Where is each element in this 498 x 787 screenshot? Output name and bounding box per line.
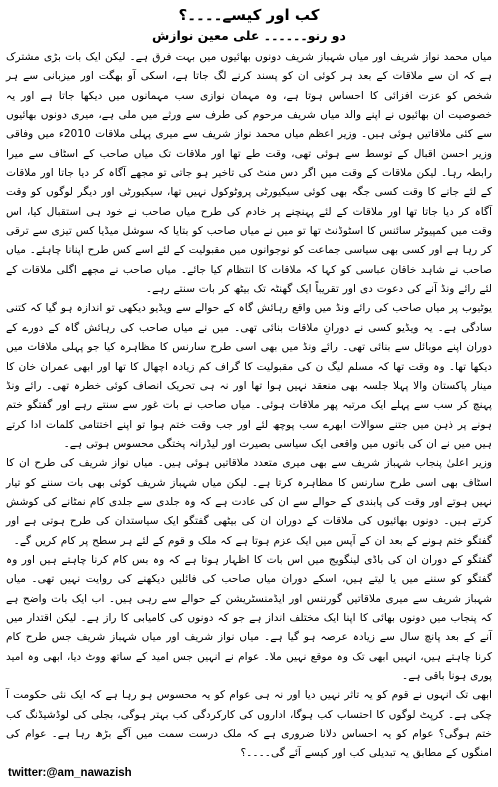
twitter-handle: twitter:@am_nawazish: [8, 767, 132, 779]
article-title: کب اور کیسے۔۔۔۔؟: [178, 6, 320, 24]
article-paragraph: گفتگو کے دوران ان کی باڈی لینگویج میں اس بات کا اظہار ہوتا ہے کہ وہ بس کام کرنا چاہتے ہیں اور وہ گفتگو کو سننے میں یا لیتے ہیں، اسکے دوران میاں صاحب کی فائلیں دیکھنے کی روایت نہیں تھی۔ میاں شہباز شریف سے میری ملاقاتیں گورننس اور ایڈمنسٹریشن کے حوالے سے رہی ہیں۔ اب ایک بات واضح ہے کہ پنجاب میں دونوں بھائی کا اپنا ایک مختلف انداز ہے جو کہ دونوں کی کامیابی کا راز ہے۔ لیکن اقتدار میں آنے کے بعد پانچ سال سے زیادہ عرصہ ہو گیا ہے۔ میاں نواز شریف اور میاں شہباز شریف جس طرح کام کرنا چاہتے ہیں، انہیں ابھی تک وہ موقع نہیں ملا۔ عوام نے انہیں جس امید کے ساتھ ووٹ دیا، ابھی وہ امید پوری ہونا باقی ہے۔: [6, 553, 492, 682]
article-paragraph: میاں محمد نواز شریف اور میاں شہباز شریف دونوں بھائیوں میں بہت فرق ہے۔ لیکن ایک بات بڑی مشترک ہے کہ ان سے ملاقات کے بعد ہر کوئی ان کو پسند کرنے لگ جاتا ہے، اسکی آو بھگت اور میزبانی سے ہر شخص کو عزت افزائی کا احساس ہوتا ہے، وہ مہمان نوازی سب مہمانوں میں دیکھا جاتا ہے اور یہ خصوصیت ان بھائیوں نے اپنے والد میاں شریف مرحوم کی طرف سے ورثے میں ملی ہے، میری دونوں بھائیوں سے کئی ملاقاتیں ہوئی ہیں۔ وزیر اعظم میاں محمد نواز شریف سے میری پہلی ملاقات 2010ء میں وفاقی وزیر احسن اقبال کے توسط سے ہوئی تھی، وقت طے تھا اور ملاقات تک میاں صاحب کے اسٹاف سے میرا رابطہ رہا۔ لیکن ملاقات کے وقت میں اگر دس منٹ کی تاخیر ہو جاتی تو مجھے آگاہ کر دیا جاتا اور ملاقات کے لئے جانے کا وقت کسی جگہ بھی کوئی سیکیورٹی پروٹوکول نہیں تھا، سیکیورٹی اور دیگر لوگوں کو وقت آگاہ کر دیا جاتا تھا اور ملاقات کے لئے پہنچنے پر خادم کی طرح میاں صاحب نے خود ہی استقبال کیا، اس وقت میں کمپیوٹر سائنس کا اسٹوڈنٹ تھا تو میں نے میاں صاحب کو بتایا کہ سوشل میڈیا کس تیزی سے ترقی کر رہا ہے اور کسی بھی سیاسی جماعت کو نوجوانوں میں مقبولیت کے لئے اسے کس طرح اپنانا چاہئے۔ میاں صاحب نے شاہد خاقان عباسی کو کہا کہ ملاقات کا انتظام کیا جائے۔ میاں صاحب نے مجھے اگلی ملاقات کے لئے رائے ونڈ آنے کی دعوت دی اور تقریباً ایک گھنٹہ تک بیٹھ کر بات سنتے رہے۔: [6, 51, 492, 296]
article-paragraph: یوٹیوب پر میاں صاحب کی رائے ونڈ میں واقع رہائش گاہ کے حوالے سے ویڈیو دیکھی تو اندازہ ہو گیا کہ کتنی سادگی ہے۔ یہ ویڈیو کسی نے دورانِ ملاقات بنائی تھی۔ میں نے میاں صاحب کی رہائش گاہ کے دورے کے دوران اپنے موبائل سے بنائی تھی۔ رائے ونڈ میں بھی اسی طرح سارنس کا مظاہرہ کیا جو پہلی ملاقات میں دیکھا تھا۔ وہ وقت تھا کہ مسلم لیگ ن کی مقبولیت کا گراف کم زیادہ اچھال کا تھا اور ابھی عمران خان کا مینار پاکستان والا پہلا جلسہ بھی منعقد نہیں ہوا تھا اور نہ ہی تحریک انصاف کوئی خطرہ تھی۔ رائے ونڈ پہنچ کر سب سے پہلے ایک مرتبہ پھر ملاقات ہوئی۔ میاں صاحب نے بات غور سے سنتے رہے اور گفتگو ختم ہونے پر ذہن میں جتنے سوالات ابھرے سب پوچھ لئے اور جب وقت ختم ہوا تو اپنے اختتامی کلمات ادا کرتے ہیں میں نے ان کی باتوں میں واقعی ایک سیاسی بصیرت اور لیڈرانہ پختگی محسوس ہوتی ہے۔: [6, 302, 492, 450]
article-body: [6, 48, 492, 764]
article-byline: دو رنو۔۔۔۔۔۔ علی معین نوازش: [152, 28, 346, 43]
article-paragraph: وزیر اعلیٰ پنجاب شہباز شریف سے بھی میری متعدد ملاقاتیں ہوئی ہیں۔ میاں نواز شریف کی طرح ان کا اسٹاف بھی اسی طرح سارنس کا مظاہرہ کرتا ہے۔ لیکن میاں شہباز شریف کوئی بھی بات سننے کو تیار نہیں ہوتے اور وقت کی پابندی کے حوالے سے ان کی عادت ہے کہ وہ جلدی سے جلدی کام نمٹانے کی کوشش کرتے ہیں۔ دونوں بھائیوں کی ملاقات کے دوران ان کی بیٹھی گفتگو ایک سیاستدان کی طرح ہوتی ہے اور گفتگو ختم ہونے کے بعد ان کے آپس میں ایک عزم ہوتا ہے کہ ملک و قوم کے لئے ہر سطح پر کام کریں گے۔: [6, 457, 492, 547]
article-paragraph: ابھی تک انہوں نے قوم کو یہ تاثر نہیں دیا اور نہ ہی عوام کو یہ محسوس ہو رہا ہے کہ ایک نئی حکومت آ چکی ہے۔ کرپٹ لوگوں کا احتساب کب ہوگا، اداروں کی کارکردگی کب بہتر ہوگی، بجلی کی لوڈشیڈنگ کب ختم ہوگی؟ عوام کو یہ احساس دلانا ضروری ہے کہ ملک درست سمت میں آگے بڑھ رہا ہے۔ عوام کی امنگوں کے مطابق یہ تبدیلی کب اور کیسے آئے گی۔۔۔۔؟: [6, 689, 492, 760]
